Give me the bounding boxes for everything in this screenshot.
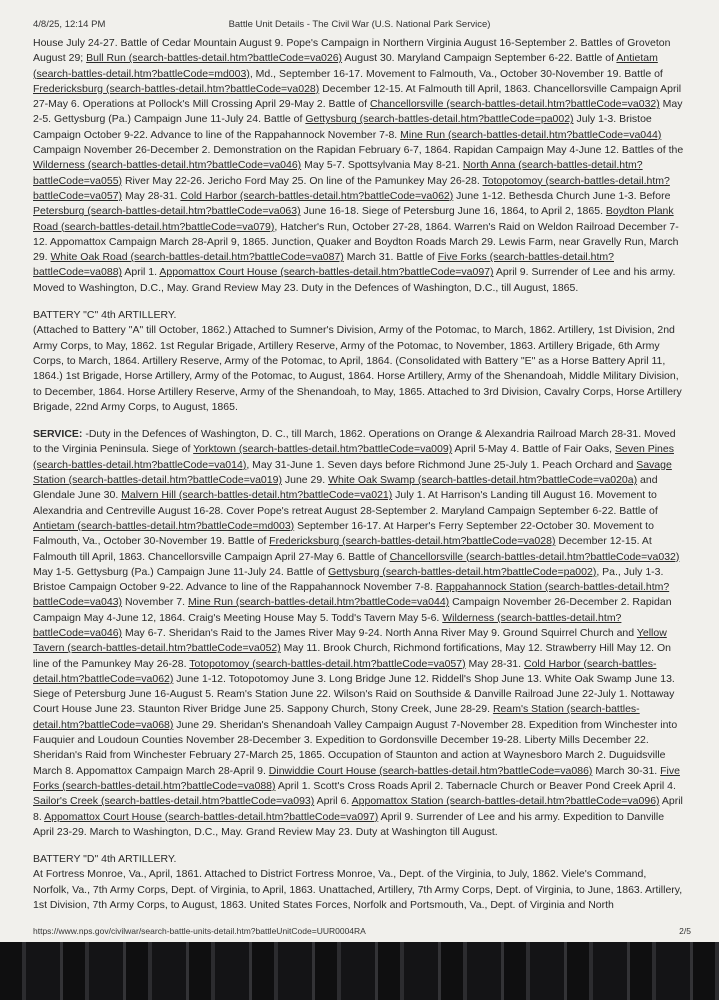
text-run: March 30-31. (592, 764, 661, 777)
battle-link[interactable]: Chancellorsville (search-battles-detail.htm?battleCode=va032) (389, 550, 680, 563)
page-number: 2/5 (679, 926, 691, 936)
text-run: May 1-5. Gettysburg (Pa.) Campaign June 11-July 24. Battle of (33, 565, 329, 578)
service-label: SERVICE: (33, 428, 83, 441)
text-run: April 1. (122, 266, 160, 279)
text-run: June 29. Sheridan's Shenandoah Valley Campaign August 7-November 28. Expedition from Winchester into Fauquier and Loudoun Counties November 28-December 3. Expedition to Gordonsville December 19-28. Liberty Mills December 22. Sheridan's Raid from Winchester February 27-March 25, 1865. Occupation of Staunton and action at Waynesboro March 2. Duguidsville March 8. Appomattox Campaign March 28-April 9. (33, 718, 678, 777)
battle-link[interactable]: Antietam (search-battles-detail.htm?battleCode=md003) (33, 52, 658, 80)
battle-link[interactable]: Sailor's Creek (search-battles-detail.htm?battleCode=va093) (33, 795, 315, 808)
battery-c-attachments: (Attached to Battery "A" till October, 1862.) Attached to Sumner's Division, Army of the Potomac, to March, 1862. Artillery, 1st Division, 2nd Army Corps, to May, 1862. 1st Regular Brigade, Artillery Reserve, Army of the Potomac, to November, 1863. Artillery Brigade, 6th Army Corps, to March, 1864. Artillery Reserve, Army of the Potomac, to April, 1864. (Consolidated with Battery "E" as a Horse Battery April 11, 1864.) 1st Brigade, Horse Artillery, Army of the Potomac, to August, 1864. Horse Artillery, Army of the Shenandoah, Middle Military Division, to December, 1864. Horse Artillery Reserve, Army of the Shenandoah, to May, 1865. Attached to 3rd Division, Cavalry Corps, Horse Artillery Brigade, 22nd Army Corps, to August, 1865. (33, 324, 682, 413)
text-run: December 12-15. At Falmouth till April, 1863. Chancellorsville Campaign April 27-May 6. Operations at Pollock's Mill Crossing April 29-May 2. Battle of (33, 82, 682, 111)
text-run: April 9. Surrender of Lee and his army. Expedition to Danville April 23-29. March to Washington, D.C., May. Grand Review May 23. Duty at Washington till August. (33, 810, 665, 838)
battle-link[interactable]: Ream's Station (search-battles-detail.htm?battleCode=va068) (33, 703, 640, 731)
battle-link[interactable]: Fredericksburg (search-battles-detail.htm?battleCode=va028) (269, 535, 556, 548)
page-content (33, 36, 685, 913)
text-run: August 30. Maryland Campaign September 6-22. Battle of (342, 52, 617, 65)
battle-link[interactable]: Mine Run (search-battles-detail.htm?battleCode=va044) (400, 128, 662, 141)
text-run: April 5-May 4. Battle of Fair Oaks, (452, 443, 616, 456)
battle-link[interactable]: Totopotomoy (search-battles-detail.htm?battleCode=va057) (33, 174, 670, 202)
battle-link[interactable]: Malvern Hill (search-battles-detail.htm?battleCode=va021) (121, 489, 393, 502)
text-run: June 16-18. Siege of Petersburg June 16, 1864, to April 2, 1865. (300, 205, 606, 218)
battle-link[interactable]: Gettysburg (search-battles-detail.htm?battleCode=pa002) (328, 565, 597, 578)
battle-link[interactable]: Wilderness (search-battles-detail.htm?battleCode=va046) (33, 611, 622, 639)
page-title: Battle Unit Details - The Civil War (U.S. National Park Service) (228, 19, 491, 30)
battle-link[interactable]: Dinwiddie Court House (search-battles-detail.htm?battleCode=va086) (268, 764, 593, 777)
battle-link[interactable]: Boydton Plank Road (search-battles-detail.htm?battleCode=va079) (33, 205, 674, 233)
text-run: House July 24-27. Battle of Cedar Mountain August 9. Pope's Campaign in Northern Virginia August 16-September 2. Battles of Groveton August 29; (33, 37, 671, 65)
text-run: May 11. Brook Church, Richmond fortifications, May 12. Strawberry Hill May 12. On line of the Pamunkey May 26-28. (33, 642, 671, 670)
battle-link[interactable]: Antietam (search-battles-detail.htm?battleCode=md003) (33, 519, 295, 532)
battle-link[interactable]: Five Forks (search-battles-detail.htm?battleCode=va088) (33, 251, 614, 279)
battle-link[interactable]: Gettysburg (search-battles-detail.htm?battleCode=pa002) (305, 113, 574, 126)
text-run: May 6-7. Sheridan's Raid to the James River May 9-24. North Anna River May 9. Ground Squirrel Church and (122, 626, 637, 639)
text-run: River May 22-26. Jericho Ford May 25. On line of the Pamunkey May 26-28. (122, 174, 483, 187)
battle-link[interactable]: Appomattox Court House (search-battles-detail.htm?battleCode=va097) (159, 266, 494, 279)
battery-d-attachments: At Fortress Monroe, Va., April, 1861. Attached to District Fortress Monroe, Va., Dept. of the Virginia, to July, 1862. Viele's Command, Norfolk, Va., 7th Army Corps, Dept. of Virginia, to April, 1863. Unattached, Artillery, 7th Army Corps, Dept. of Virginia, to June, 1863. Artillery, 1st Division, 7th Army Corps, to August, 1863. United States Forces, Norfolk and Portsmouth, Va., Dept. of Virginia and North (33, 868, 683, 912)
text-run: June 1-12. Totopotomoy June 3. Long Bridge June 12. Riddell's Shop June 13. White Oak Swamp June 13. Siege of Petersburg June 16-August 5. Ream's Station June 22. Wilson's Raid on Southside & Danville Railroad June 22-July 1. Nottaway Court House June 23. Staunton River Bridge June 25. Sappony Church, Stony Creek, June 28-29. (33, 672, 675, 716)
text-run: May 28-31. (465, 657, 524, 670)
battle-link[interactable]: Savage Station (search-battles-detail.htm?battleCode=va019) (33, 458, 672, 487)
battle-link[interactable]: White Oak Road (search-battles-detail.htm?battleCode=va087) (50, 251, 344, 264)
text-run: July 1-3. Bristoe Campaign October 9-22. Advance to line of the Rappahannock November 7-8. (33, 113, 652, 141)
text-run: June 1-12. Bethesda Church June 1-3. Before (453, 189, 671, 202)
text-run: -Duty in the Defences of Washington, D. C., till March, 1862. Operations on Orange & Alexandria Railroad March 28-31. Moved to the Virginia Peninsula. Siege of (33, 428, 676, 456)
battle-link[interactable]: Chancellorsville (search-battles-detail.htm?battleCode=va032) (369, 98, 660, 111)
battle-link[interactable]: Petersburg (search-battles-detail.htm?battleCode=va063) (33, 205, 301, 218)
battle-link[interactable]: Mine Run (search-battles-detail.htm?battleCode=va044) (187, 596, 450, 609)
text-run: November 7. (122, 596, 188, 609)
battle-link[interactable]: Five Forks (search-battles-detail.htm?battleCode=va088) (33, 764, 680, 792)
battle-link[interactable]: Bull Run (search-battles-detail.htm?battleCode=va026) (86, 52, 343, 65)
text-run: Campaign November 26-December 2. Demonstration on the Rapidan February 6-7, 1864. Rapidan Campaign May 4-June 12. Battles of the (33, 144, 684, 157)
battle-link[interactable]: North Anna (search-battles-detail.htm?battleCode=va055) (33, 159, 643, 187)
text-run: April 8. (33, 795, 683, 823)
text-run: December 12-15. At Falmouth till April, 1863. Chancellorsville Campaign April 27-May 6. Battle of (33, 535, 652, 563)
battle-link[interactable]: Fredericksburg (search-battles-detail.htm?battleCode=va028) (33, 82, 320, 95)
text-run: May 5-7. Spottsylvania May 8-21. (301, 159, 463, 172)
print-date: 4/8/25, 12:14 PM (33, 19, 106, 30)
text-run: , Pa., July 1-3. Bristoe Campaign October 9-22. Advance to line of the Rappahannock November 7-8. (33, 565, 664, 594)
text-run: May 2-5. Gettysburg (Pa.) Campaign June 11-July 24. Battle of (33, 98, 683, 126)
battle-link[interactable]: Wilderness (search-battles-detail.htm?battleCode=va046) (33, 159, 302, 172)
battle-link[interactable]: Rappahannock Station (search-battles-detail.htm?battleCode=va043) (33, 581, 670, 609)
text-run: September 16-17. At Harper's Ferry September 22-October 30. Movement to Falmouth, Va., October 30-November 19. Battle of (33, 519, 654, 548)
text-run: May 28-31. (122, 189, 181, 202)
battery-b-service-continued (33, 36, 685, 296)
text-run: April 9. Surrender of Lee and his army. Moved to Washington, D.C., May. Grand Review May 23. Duty in the Defences of Washington, D.C., till August, 1865. (33, 266, 676, 294)
battle-link[interactable]: Appomattox Court House (search-battles-detail.htm?battleCode=va097) (44, 810, 379, 823)
battle-link[interactable]: Yorktown (search-battles-detail.htm?battleCode=va009) (193, 443, 453, 456)
background-edge (0, 942, 719, 1000)
battle-link[interactable]: Yellow Tavern (search-battles-detail.htm?battleCode=va052) (33, 626, 667, 655)
battle-link[interactable]: White Oak Swamp (search-battles-detail.htm?battleCode=va020a) (328, 474, 638, 487)
battle-link[interactable]: Cold Harbor (search-battles-detail.htm?battleCode=va062) (180, 189, 454, 202)
text-run: July 1. At Harrison's Landing till August 16. Movement to Alexandria and Centreville August 16-28. Cover Pope's retreat August 28-September 2. Maryland Campaign September 6-22. Battle of (33, 489, 658, 517)
text-run: April 6. (314, 795, 352, 808)
text-run: , Md., September 16-17. Movement to Falmouth, Va., October 30-November 19. Battle of (249, 67, 663, 80)
text-run: April 1. Scott's Cross Roads April 2. Tabernacle Church or Beaver Pond Creek April 4. (275, 779, 676, 792)
battle-link[interactable]: Cold Harbor (search-battles-detail.htm?battleCode=va062) (33, 657, 657, 685)
footer-url: https://www.nps.gov/civilwar/search-battle-units-detail.htm?battleUnitCode=UUR0004RA (33, 926, 366, 936)
text-run: and Glendale June 30. (33, 474, 658, 502)
battle-link[interactable]: Seven Pines (search-battles-detail.htm?battleCode=va014) (33, 443, 674, 471)
battery-d-heading: BATTERY "D" 4th ARTILLERY. (33, 853, 177, 866)
battle-link[interactable]: Appomattox Station (search-battles-detail.htm?battleCode=va096) (351, 795, 660, 808)
text-run: , Hatcher's Run, October 27-28, 1864. Warren's Raid on Weldon Railroad December 7-12. Appomattox Campaign March 28-April 9, 1865. Junction, Quaker and Boydton Roads March 29. Lewis Farm, near Gravelly Run, March 29. (33, 220, 679, 264)
text-run: , May 31-June 1. Seven days before Richmond June 25-July 1. Peach Orchard and (246, 458, 637, 471)
text-run: March 31. Battle of (343, 251, 438, 264)
text-run: Campaign November 26-December 2. Rapidan Campaign May 4-June 12, 1864. Craig's Meeting House May 5. Todd's Tavern May 5-6. (33, 596, 672, 624)
battery-c-heading: BATTERY "C" 4th ARTILLERY. (33, 309, 177, 322)
text-run: June 29. (281, 474, 329, 487)
battery-c-service (33, 427, 685, 840)
battle-link[interactable]: Totopotomoy (search-battles-detail.htm?battleCode=va057) (189, 657, 466, 670)
